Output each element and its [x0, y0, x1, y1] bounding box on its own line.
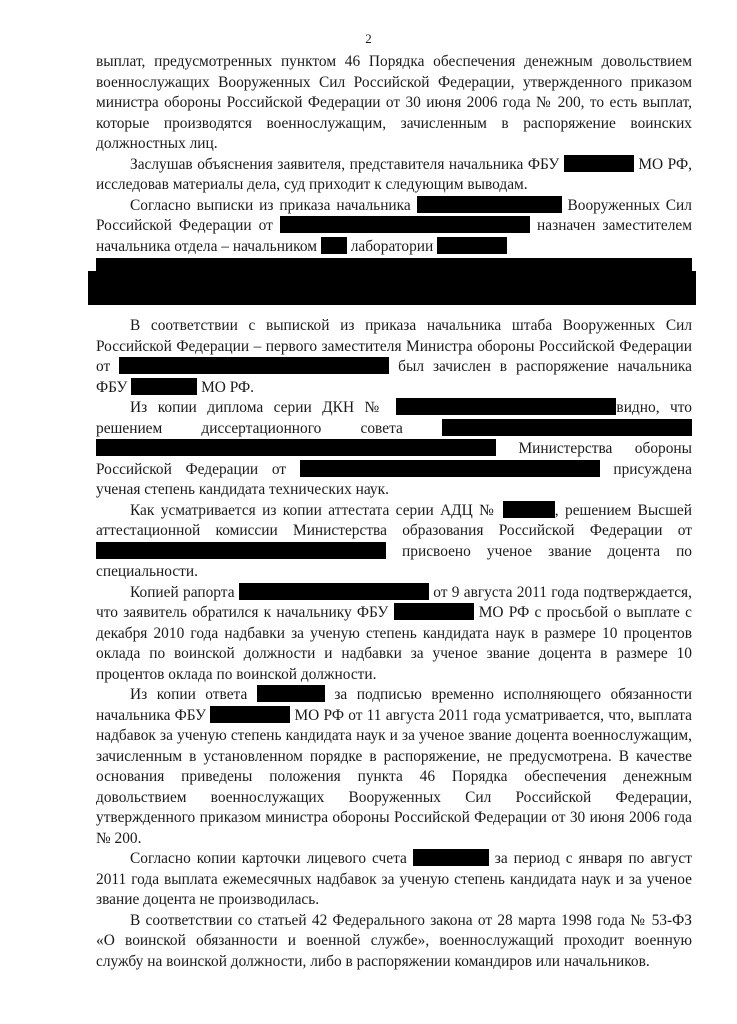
paragraph-9-text-a: Согласно копии карточки лицевого счета — [130, 850, 407, 867]
paragraph-3-text-c: назначен заместителем начальника отдела – начальником — [96, 217, 692, 255]
paragraph-4-text-b: был зачислен в распоряжение начальника ФБУ — [96, 358, 692, 396]
paragraph-2 — [96, 155, 692, 196]
redaction-block — [442, 419, 692, 436]
paragraph-3-text-b: Вооруженных Сил Российской Федерации от — [96, 196, 692, 234]
paragraph-8-text-c: МО РФ от 11 августа 2011 года усматривается, что, выплата надбавок за ученую степень кандидата наук и за ученое звание доцента военнослужащим, зачисленным в установленном порядке в распоряжение, не предусмотрена. В качестве основания приведены положения пункта 46 Порядка обеспечения денежным довольствием военнослужащих Вооруженных Сил Российской Федерации, утвержденного приказом министра обороны Российской Федерации от 30 июня 2006 года № 200. — [96, 706, 693, 847]
paragraph-9 — [96, 849, 692, 911]
paragraph-4 — [96, 316, 692, 398]
paragraph-10: В соответствии со статьей 42 Федерального закона от 28 марта 1998 года № 53-ФЗ «О воинской обязанности и военной службе», военнослужащий проходит военную службу на воинской должности, либо в распоряжении командиров или начальников. — [96, 911, 692, 970]
redaction-block — [96, 439, 496, 456]
document-body — [96, 52, 692, 972]
paragraph-4-text-a: В соответствии с выпиской из приказа начальника штаба Вооруженных Сил Российской Федерации – первого заместителя Министра обороны Российской Федерации от — [96, 317, 692, 375]
paragraph-3-text-a: Согласно выписки из приказа начальника — [130, 196, 411, 214]
redaction-block — [257, 685, 325, 702]
page-number: 2 — [365, 31, 372, 46]
redaction-block — [321, 237, 347, 254]
paragraph-7 — [96, 583, 692, 686]
redaction-block — [119, 357, 389, 374]
redaction-block — [413, 849, 489, 866]
redaction-block — [280, 216, 530, 233]
redaction-block — [239, 583, 429, 600]
redaction-block — [564, 155, 634, 172]
paragraph-7-text-a: Копией рапорта — [130, 583, 235, 601]
paragraph-5-text-a: Из копии диплома серии ДКН № — [130, 399, 386, 416]
paragraph-3-text-d: лаборатории — [350, 237, 434, 255]
redaction-block — [417, 196, 562, 213]
redaction-block — [396, 398, 616, 415]
paragraph-5-text-c: Министерства обороны Российской Федерации от — [96, 440, 692, 478]
paragraph-4-text-c: МО РФ. — [201, 378, 255, 396]
paragraph-2-text-b: МО РФ, исследовав материалы дела, суд приходит к следующим выводам. — [96, 155, 692, 193]
paragraph-7-text-b: от 9 августа 2011 года подтверждается, что заявитель обратился к начальнику ФБУ — [96, 583, 692, 621]
paragraph-1: выплат, предусмотренных пунктом 46 Порядка обеспечения денежным довольствием военнослужащих Вооруженных Сил Российской Федерации, утвержденного приказом министра обороны Российской Федерации от 30 июня 2006 года № 200, то есть выплат, которые производятся военнослужащим, зачисленным в распоряжение воинских должностных лиц. — [96, 53, 692, 152]
redaction-block — [437, 237, 507, 254]
paragraph-6-text-a: Как усматривается из копии аттестата серии АДЦ № — [130, 501, 497, 519]
paragraph-5 — [96, 398, 692, 501]
redaction-block — [503, 501, 555, 518]
paragraph-6-text-b: , решением Высшей аттестационной комиссии Министерства образования Российской Федерации от — [96, 501, 692, 539]
paragraph-9-text-b: за период с января по август 2011 года выплата ежемесячных надбавок за ученую степень кандидата наук и за ученое звание доцента не производилась. — [96, 850, 692, 908]
redaction-large-block — [88, 271, 696, 305]
paragraph-2-text-a: Заслушав объяснения заявителя, представителя начальника ФБУ — [130, 155, 560, 173]
paragraph-8-text-b: за подписью временно исполняющего обязанности начальника ФБУ — [96, 686, 692, 724]
paragraph-6 — [96, 501, 692, 583]
redaction-block — [96, 542, 386, 559]
paragraph-8-text-a: Из копии ответа — [130, 686, 248, 703]
paragraph-3 — [96, 196, 692, 278]
redaction-block — [131, 378, 197, 395]
paragraph-8 — [96, 685, 692, 849]
redaction-block — [394, 603, 474, 620]
paragraph-7-text-c: МО РФ с просьбой о выплате с декабря 2010 года надбавки за ученую степень кандидата наук в размере 10 процентов оклада по воинской должности и надбавки за ученое звание доцента в размере 10 процентов оклада по воинской должности. — [96, 604, 692, 683]
paragraph-6-text-c: присвоено ученое звание доцента по специальности. — [96, 542, 692, 580]
paragraph-5-text-d: присуждена ученая степень кандидата технических наук. — [96, 460, 692, 498]
redaction-block — [210, 706, 290, 723]
paragraph-5-text-b: видно, что решением диссертационного совета — [96, 399, 692, 437]
redaction-block — [300, 460, 600, 477]
